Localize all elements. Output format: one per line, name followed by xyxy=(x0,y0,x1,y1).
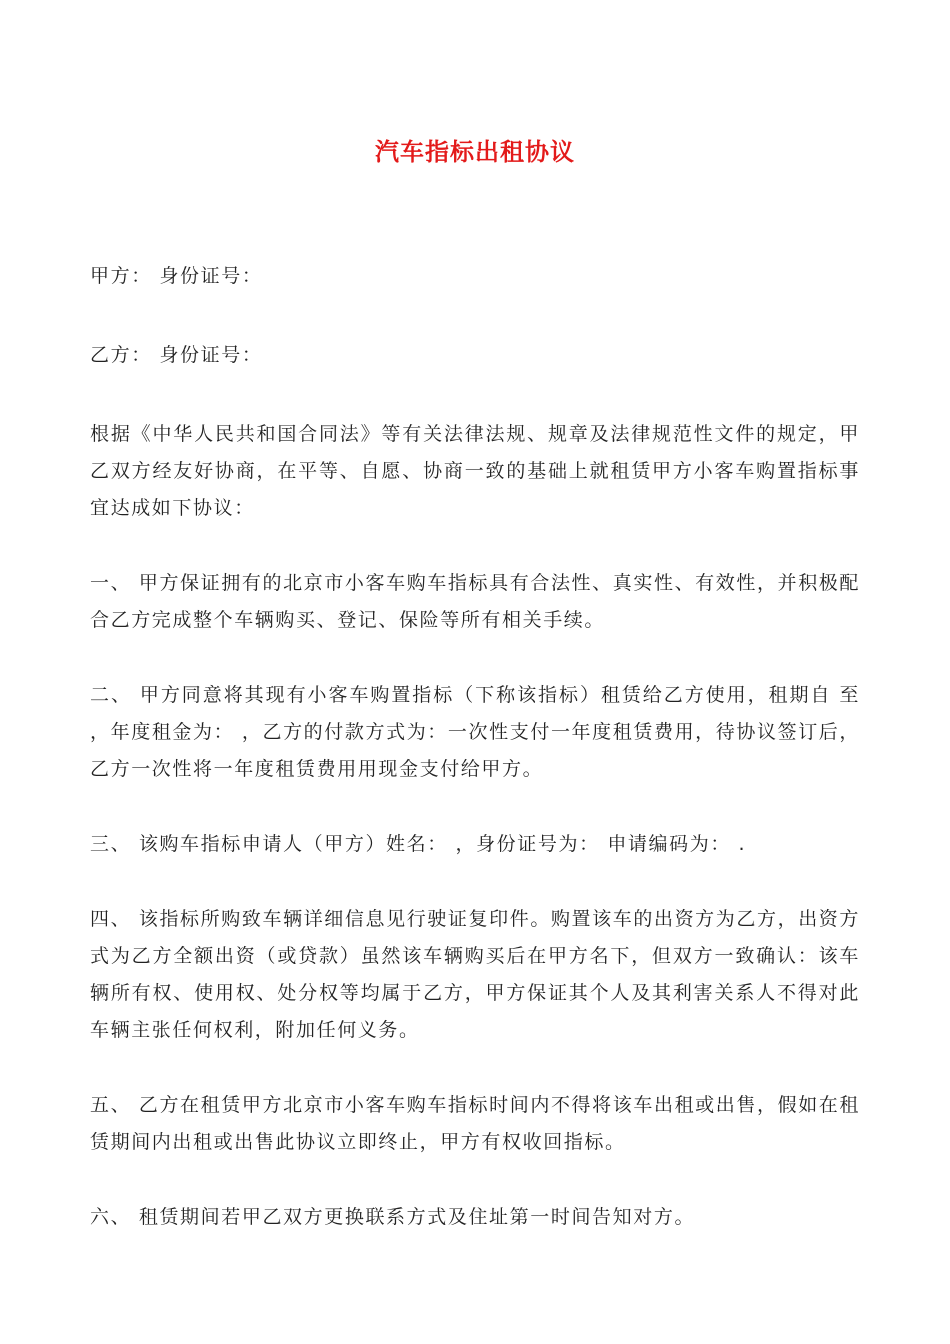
clause-6: 六、 租赁期间若甲乙双方更换联系方式及住址第一时间告知对方。 xyxy=(90,1206,696,1228)
clause-3: 三、 该购车指标申请人（甲方）姓名： ，身份证号为： 申请编码为： . xyxy=(90,833,747,855)
clause-5: 五、 乙方在租赁甲方北京市小客车购车指标时间内不得将该车出租或出售，假如在租赁期间内出租或出售此协议立即终止，甲方有权收回指标。 xyxy=(90,1094,860,1153)
party-a-line: 甲方： 身份证号： xyxy=(90,265,263,287)
preamble-paragraph: 根据《中华人民共和国合同法》等有关法律法规、规章及法律规范性文件的规定，甲乙双方经友好协商，在平等、自愿、协商一致的基础上就租赁甲方小客车购置指标事宜达成如下协议： xyxy=(90,423,860,519)
clause-4: 四、 该指标所购致车辆详细信息见行驶证复印件。购置该车的出资方为乙方，出资方式为乙方全额出资（或贷款）虽然该车辆购买后在甲方名下，但双方一致确认：该车辆所有权、使用权、处分权等均属于乙方，甲方保证其个人及其利害关系人不得对此车辆主张任何权利，附加任何义务。 xyxy=(90,908,860,1041)
party-b-line: 乙方： 身份证号： xyxy=(90,344,263,366)
clause-1: 一、 甲方保证拥有的北京市小客车购车指标具有合法性、真实性、有效性，并积极配合乙方完成整个车辆购买、登记、保险等所有相关手续。 xyxy=(90,572,860,631)
document-title: 汽车指标出租协议 xyxy=(375,138,575,166)
clause-2: 二、 甲方同意将其现有小客车购置指标（下称该指标）租赁给乙方使用，租期自 至 ，年度租金为： ，乙方的付款方式为：一次性支付一年度租赁费用，待协议签订后，乙方一次性将一年度租赁费用用现金支付给甲方。 xyxy=(90,684,860,780)
document-body xyxy=(90,258,860,1274)
